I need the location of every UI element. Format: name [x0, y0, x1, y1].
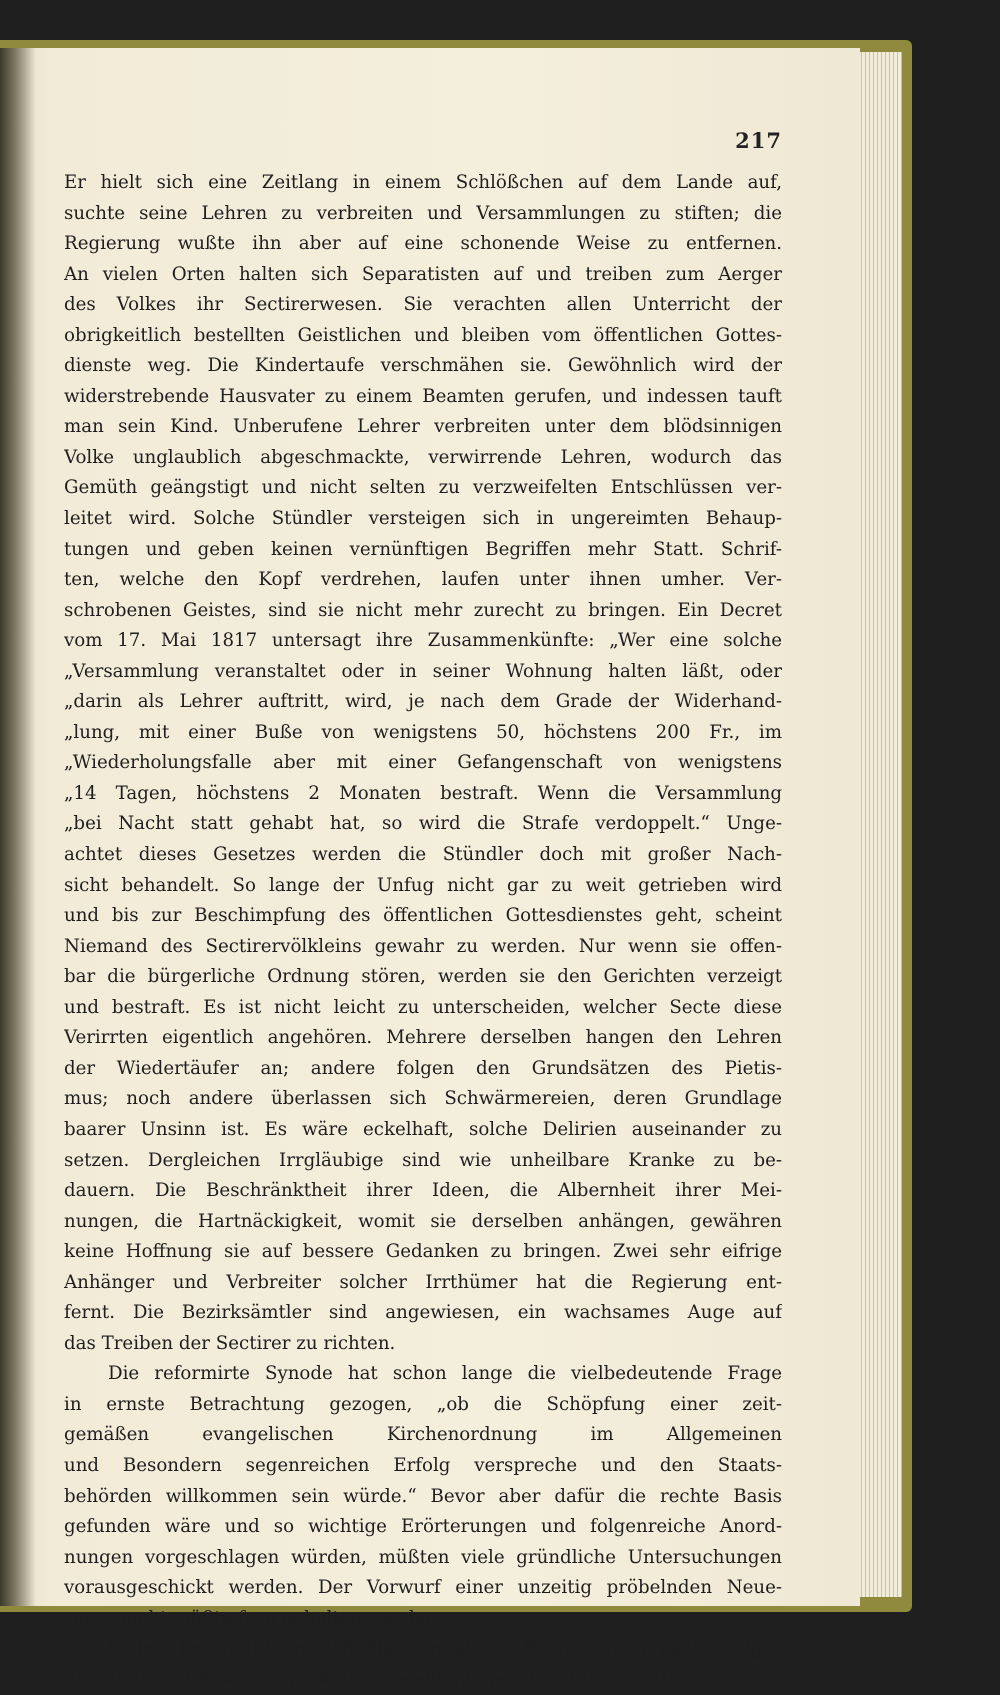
- text-line: und bis zur Beschimpfung des öffentlichen Gottesdienstes geht, scheint: [64, 905, 782, 927]
- text-line: „lung, mit einer Buße von wenigstens 50, höchstens 200 Fr., im: [64, 721, 782, 743]
- text-line: man sein Kind. Unberufene Lehrer verbreiten unter dem blödsinnigen: [64, 416, 782, 438]
- text-line: behörden willkommen sein würde.“ Bevor aber dafür die rechte Basis: [64, 1485, 782, 1507]
- paragraph-3: [64, 1634, 782, 1695]
- text-line: tungen und geben keinen vernünftigen Begriffen mehr Statt. Schrif-: [64, 538, 782, 560]
- text-line: „Versammlung veranstaltet oder in seiner Wohnung halten läßt, oder: [64, 660, 782, 682]
- text-line: „Wiederholungsfalle aber mit einer Gefangenschaft von wenigstens: [64, 752, 782, 774]
- text-line: baarer Unsinn ist. Es wäre eckelhaft, solche Delirien auseinander zu: [64, 1118, 782, 1140]
- page-number: 217: [735, 128, 782, 153]
- text-line: dauern. Die Beschränktheit ihrer Ideen, die Albernheit ihrer Mei-: [64, 1180, 782, 1202]
- text-line: das Treiben der Sectirer zu richten.: [64, 1332, 396, 1354]
- text-line: und Besondern segenreichen Erfolg verspreche und den Staats-: [64, 1454, 782, 1476]
- text-line: Die reformirte Synode hat schon lange die vielbedeutende Frage: [108, 1363, 782, 1385]
- text-line: gemäßen evangelischen Kirchenordnung im Allgemeinen: [64, 1424, 782, 1446]
- text-line: Regierung wußte ihn aber auf eine schonende Weise zu entfernen.: [64, 233, 782, 255]
- text-line: sicht behandelt. So lange der Unfug nicht gar zu weit getrieben wird: [64, 874, 782, 896]
- text-line: der Wiedertäufer an; andere folgen den Grundsätzen des Pietis-: [64, 1057, 782, 1079]
- text-line: leitet wird. Solche Stündler versteigen sich in ungereimten Behaup-: [64, 508, 782, 530]
- text-line: Verirrten eigentlich angehören. Mehrere derselben hangen den Lehren: [64, 1027, 782, 1049]
- paragraph-1: [64, 168, 782, 1359]
- text-line: obrigkeitlich bestellten Geistlichen und bleiben vom öffentlichen Gottes-: [64, 324, 782, 346]
- body-text: [64, 168, 782, 1695]
- text-line: Gemüth geängstigt und nicht selten zu verzweifelten Entschlüssen ver-: [64, 477, 782, 499]
- text-line: nungen vorgeschlagen würden, müßten viele gründliche Untersuchungen: [64, 1546, 782, 1568]
- text-line: fernt. Die Bezirksämtler sind angewiesen, ein wachsames Auge auf: [64, 1302, 782, 1324]
- text-line: „14 Tagen, höchstens 2 Monaten bestraft. Wenn die Versammlung: [64, 782, 782, 804]
- text-line: ten, welche den Kopf verdrehen, laufen unter ihnen umher. Ver-: [64, 569, 782, 591]
- text-line: rungssucht müßte fern gehalten werden.: [64, 1607, 444, 1629]
- text-line: des Volkes ihr Sectirerwesen. Sie verachten allen Unterricht der: [64, 294, 782, 316]
- text-line: vom 17. Mai 1817 untersagt ihre Zusammenkünfte: „Wer eine solche: [64, 630, 782, 652]
- text-line: „bei Nacht statt gehabt hat, so wird die Strafe verdoppelt.“ Unge-: [64, 813, 782, 835]
- spine-shadow: [0, 48, 36, 1606]
- text-line: mus; noch andere überlassen sich Schwärmereien, deren Grundlage: [64, 1088, 782, 1110]
- text-line: Lieber beschränkten sich die Capitel auf Wegräumung nachtheiliger: [108, 1638, 782, 1660]
- text-line: vorausgeschickt werden. Der Vorwurf einer unzeitig pröbelnden Neue-: [64, 1577, 782, 1599]
- text-line: widerstrebende Hausvater zu einem Beamten gerufen, und indessen tauft: [64, 385, 782, 407]
- text-line: dienste weg. Die Kindertaufe verschmähen sie. Gewöhnlich wird der: [64, 355, 782, 377]
- text-line: keine Hoffnung sie auf bessere Gedanken zu bringen. Zwei sehr eifrige: [64, 1241, 782, 1263]
- text-line: Niemand des Sectirervölkleins gewahr zu werden. Nur wenn sie offen-: [64, 935, 782, 957]
- text-line: Anstände und Erwirkung nöthiger Bewilligungen. Der Kirchenrath: [64, 1668, 680, 1690]
- text-line: Volke unglaublich abgeschmackte, verwirrende Lehren, wodurch das: [64, 446, 782, 468]
- text-line: Er hielt sich eine Zeitlang in einem Schlößchen auf dem Lande auf,: [64, 172, 782, 193]
- text-line: achtet dieses Gesetzes werden die Stündler doch mit großer Nach-: [64, 844, 782, 866]
- text-line: bar die bürgerliche Ordnung stören, werden sie den Gerichten verzeigt: [64, 966, 782, 988]
- text-line: An vielen Orten halten sich Separatisten auf und treiben zum Aerger: [64, 263, 782, 285]
- text-line: setzen. Dergleichen Irrgläubige sind wie unheilbare Kranke zu be-: [64, 1149, 782, 1171]
- text-line: Anhänger und Verbreiter solcher Irrthümer hat die Regierung ent-: [64, 1271, 782, 1293]
- text-line: schrobenen Geistes, sind sie nicht mehr zurecht zu bringen. Ein Decret: [64, 599, 782, 621]
- text-line: „darin als Lehrer auftritt, wird, je nach dem Grade der Widerhand-: [64, 691, 782, 713]
- text-line: in ernste Betrachtung gezogen, „ob die Schöpfung einer zeit-: [64, 1393, 782, 1415]
- text-line: gefunden wäre und so wichtige Erörterungen und folgenreiche Anord-: [64, 1516, 782, 1538]
- text-line: nungen, die Hartnäckigkeit, womit sie derselben anhängen, gewähren: [64, 1210, 782, 1232]
- paragraph-2: [64, 1359, 782, 1634]
- text-line: suchte seine Lehren zu verbreiten und Versammlungen zu stiften; die: [64, 202, 782, 224]
- text-line: und bestraft. Es ist nicht leicht zu unterscheiden, welcher Secte diese: [64, 996, 782, 1018]
